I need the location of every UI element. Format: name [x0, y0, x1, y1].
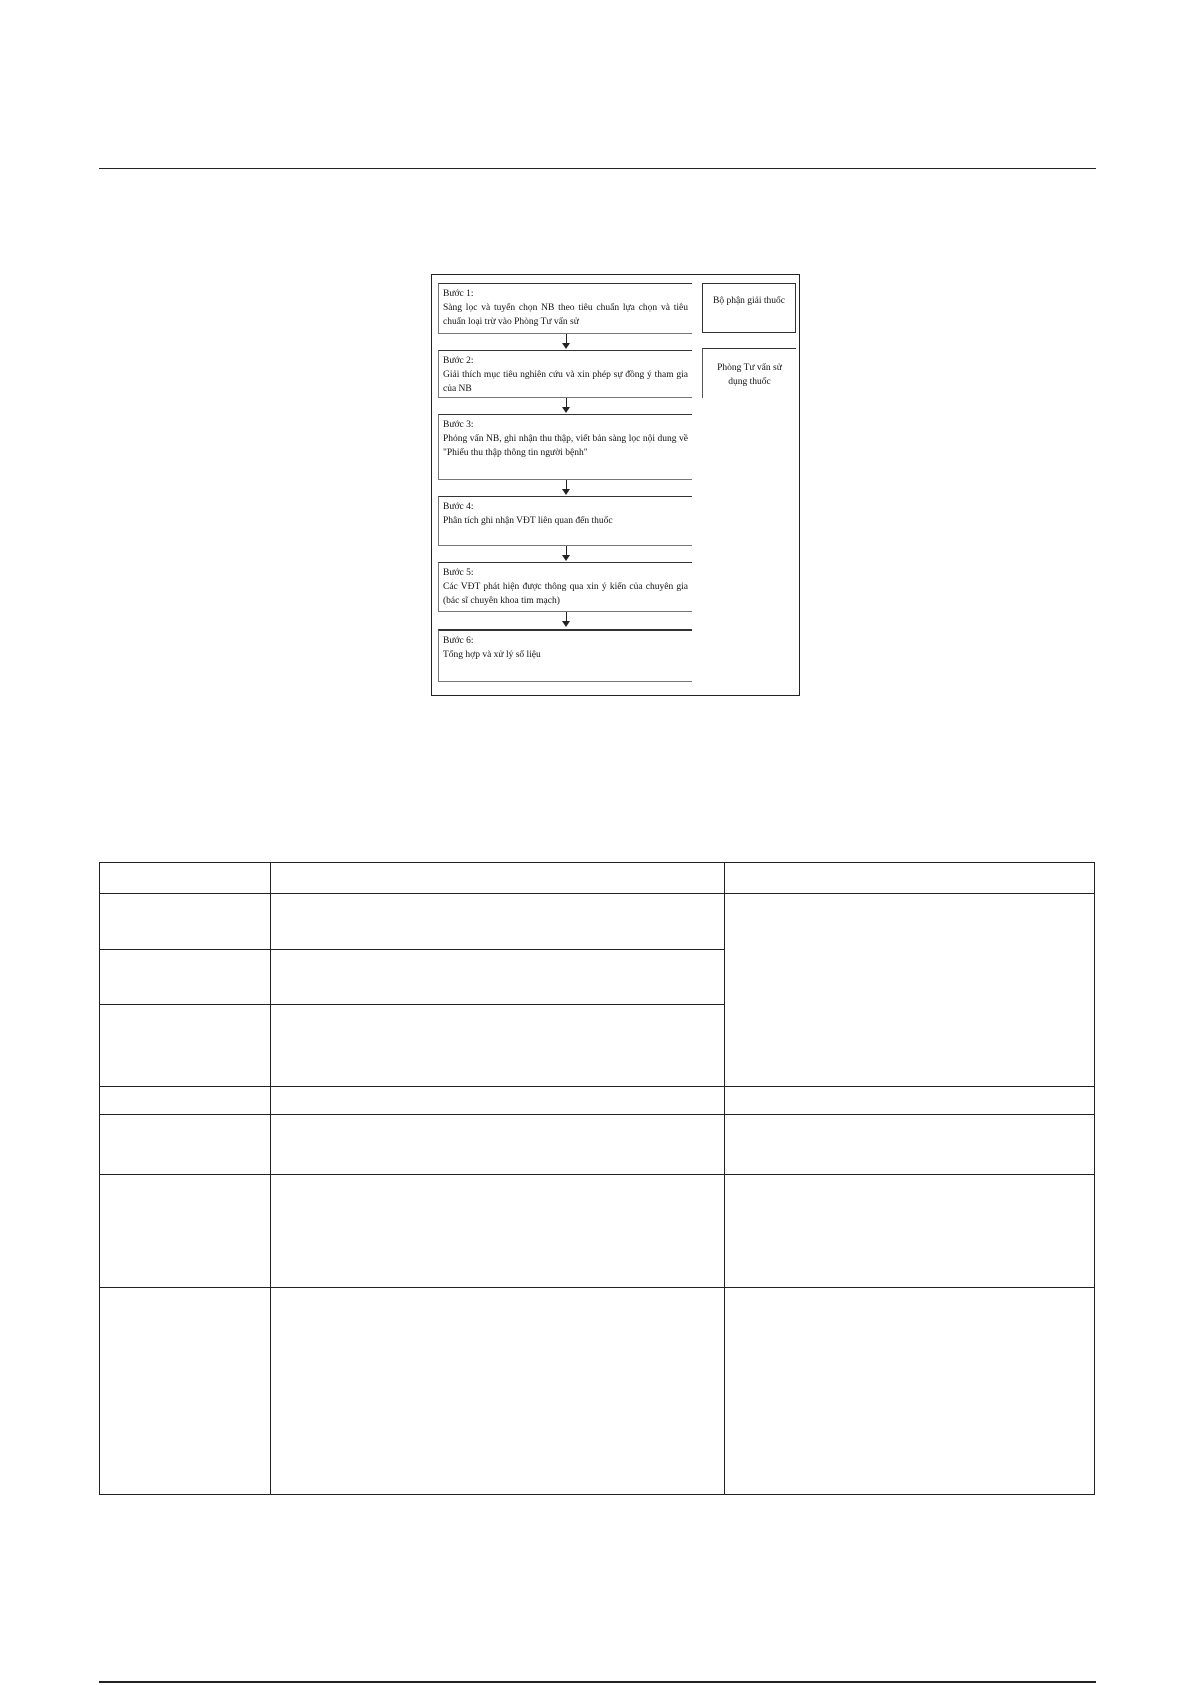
table-cell — [100, 1175, 271, 1288]
flow-step-1 — [438, 283, 692, 334]
table-cell — [725, 1115, 1095, 1175]
flow-arrow — [562, 398, 572, 414]
table-row — [100, 1115, 1095, 1175]
table-cell — [100, 894, 271, 950]
flow-step-6 — [438, 629, 692, 682]
flow-step-4 — [438, 496, 692, 546]
data-table — [99, 862, 1095, 1495]
table-cell-merged — [725, 894, 1095, 1087]
header-rule — [99, 168, 1096, 169]
table-cell — [100, 863, 271, 894]
flow-step-body: Các VĐT phát hiện được thông qua xin ý kiến của chuyên gia (bác sĩ chuyên khoa tim mạch) — [443, 582, 688, 606]
flow-step-title: Bước 1: — [443, 289, 474, 299]
flow-step-body: Phân tích ghi nhận VĐT liên quan đến thuốc — [443, 516, 613, 526]
flow-arrow — [562, 480, 572, 496]
table-cell — [100, 950, 271, 1005]
flow-step-2 — [438, 350, 692, 398]
table-cell — [271, 1115, 725, 1175]
table-cell — [271, 1087, 725, 1115]
department-box-dispensing: Bộ phận giải thuốc — [702, 283, 796, 333]
table-cell — [271, 894, 725, 950]
table-cell — [271, 1288, 725, 1495]
table-cell — [100, 1005, 271, 1087]
flow-step-title: Bước 2: — [443, 356, 474, 366]
flow-arrow — [562, 612, 572, 628]
footer-rule — [99, 1681, 1096, 1683]
flow-arrow — [562, 334, 572, 350]
table-cell — [100, 1087, 271, 1115]
flow-arrow — [562, 546, 572, 562]
table-row — [100, 863, 1095, 894]
study-flowchart — [431, 274, 800, 696]
flow-step-title: Bước 5: — [443, 568, 474, 578]
flow-step-title: Bước 3: — [443, 420, 474, 430]
table-cell — [271, 950, 725, 1005]
flow-step-body: Tổng hợp và xử lý số liệu — [443, 650, 541, 660]
department-box-counseling: Phòng Tư vấn sử dụng thuốc — [702, 348, 796, 398]
table-row — [100, 1288, 1095, 1495]
flow-step-3 — [438, 414, 692, 480]
flow-step-body: Sàng lọc và tuyển chọn NB theo tiêu chuẩn lựa chọn và tiêu chuẩn loại trừ vào Phòng Tư vấn sử — [443, 303, 688, 327]
flow-step-title: Bước 6: — [443, 636, 474, 646]
table-cell — [100, 1115, 271, 1175]
table-row — [100, 1175, 1095, 1288]
table-cell — [725, 1288, 1095, 1495]
table-cell — [725, 1175, 1095, 1288]
flow-step-title: Bước 4: — [443, 502, 474, 512]
flow-step-body: Phỏng vấn NB, ghi nhận thu thập, viết bản sàng lọc nội dung về "Phiếu thu thập thông tin người bệnh" — [443, 434, 688, 458]
table-cell — [725, 1087, 1095, 1115]
flow-step-5 — [438, 562, 692, 612]
table-row — [100, 1087, 1095, 1115]
table-cell — [100, 1288, 271, 1495]
table-row — [100, 894, 1095, 950]
table-cell — [725, 863, 1095, 894]
table-cell — [271, 1175, 725, 1288]
table-cell — [271, 863, 725, 894]
table-cell — [271, 1005, 725, 1087]
flow-step-body: Giải thích mục tiêu nghiên cứu và xin phép sự đồng ý tham gia của NB — [443, 370, 688, 394]
